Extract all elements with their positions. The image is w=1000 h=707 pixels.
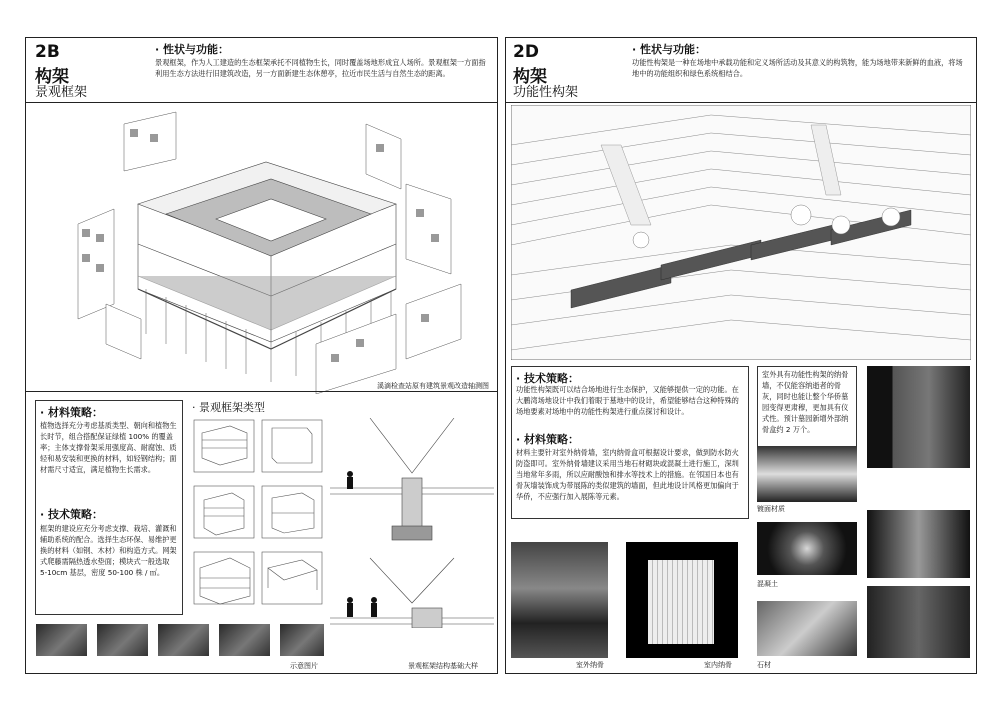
nature-text: 功能性构架是一种在场地中承载功能和定义场所活动及其意义的构筑物，能为场地带来新鲜的血液，将场地中的功能组织和绿色系统相结合。 bbox=[632, 58, 963, 78]
section-code: 2B bbox=[35, 42, 60, 62]
divider bbox=[506, 102, 977, 103]
frame-types-grid bbox=[192, 418, 334, 616]
outdoor-caption: 室外纳骨 bbox=[576, 661, 604, 669]
axon-caption: 溪滴检查站原有建筑景观改造轴测图 bbox=[377, 382, 489, 390]
tech-heading: · 技术策略： bbox=[516, 372, 580, 385]
detail-caption: 景观框架结构基础大样 bbox=[408, 662, 478, 670]
divider bbox=[26, 391, 498, 392]
example-photo bbox=[219, 624, 270, 656]
material-text: 植物选择充分考虑基质类型、朝向和植物生长时节，组合搭配保证绿植 100% 的覆盖率；主体支撑骨架采用强度高、耐腐蚀、质轻和易安装和更换的材料，如轻钢结构；面材需尺寸适宜，满足植物生长需求。 bbox=[40, 421, 177, 474]
concrete-photo bbox=[757, 522, 857, 575]
panel-2d bbox=[505, 37, 977, 674]
metal-caption: 镀面材质 bbox=[757, 505, 785, 513]
stone-photo bbox=[757, 601, 857, 656]
metal-photo bbox=[757, 446, 857, 502]
example-photo bbox=[36, 624, 87, 656]
indoor-caption: 室内纳骨 bbox=[704, 661, 732, 669]
strategy-box bbox=[511, 366, 749, 519]
niche-wall-photo bbox=[867, 586, 970, 658]
stone-caption: 石材 bbox=[757, 661, 771, 669]
material-photo bbox=[867, 366, 970, 468]
example-photo bbox=[97, 624, 148, 656]
nature-heading: · 性状与功能： bbox=[632, 43, 707, 56]
material-heading: · 材料策略： bbox=[40, 406, 104, 419]
tech-heading: · 技术策略： bbox=[40, 508, 104, 521]
outdoor-photo bbox=[511, 542, 608, 658]
section-code: 2D bbox=[513, 42, 539, 62]
example-photo bbox=[158, 624, 209, 656]
section-subtitle: 景观框架 bbox=[35, 85, 88, 100]
divider bbox=[26, 102, 498, 103]
strategy-box bbox=[35, 400, 183, 615]
section-title: 构架 bbox=[513, 67, 547, 87]
example-photo bbox=[280, 624, 324, 656]
perspective-drawing bbox=[511, 105, 971, 360]
side-text: 室外具有功能性构架的纳骨墙，不仅能容纳逝者的骨灰，同时也能让整个华侨墓园变得更肃穆，更加具有仪式性。预计墓园新增外部纳骨盒约 2 万个。 bbox=[762, 370, 849, 434]
axonometric-drawing bbox=[66, 104, 466, 394]
nature-text: 景观框架，作为人工建造的生态框架承托不同植物生长，同时覆盖场地形成宜人场所。景观框架一方面指利用生态方法进行旧建筑改造，另一方面新建生态休憩亭，拉近市民生活与自然生态的距离。 bbox=[155, 58, 486, 78]
indoor-photo bbox=[626, 542, 738, 658]
material-text: 材料主要针对室外纳骨墙，室内纳骨盒可根据设计要求，做到防水防火防盗即可。室外纳骨墙建议采用当地石材砌块或混凝土进行施工，深圳当地常年多雨，所以应耐酸蚀和排水等技术上的措施。在邻国日本也有骨灰墙装饰成为带展陈的类似建筑的墙面，但此地设计风格更加偏向于华侨，不应强行加入展陈等元素。 bbox=[516, 448, 739, 501]
section-subtitle: 功能性构架 bbox=[513, 85, 579, 100]
photos-caption: 示意图片 bbox=[290, 662, 318, 670]
material-heading: · 材料策略： bbox=[516, 433, 580, 446]
types-heading: · 景观框架类型 bbox=[192, 401, 265, 414]
nature-heading: · 性状与功能： bbox=[155, 43, 230, 56]
section-title: 构架 bbox=[35, 67, 69, 87]
panel-2b bbox=[25, 37, 498, 674]
detail-drawing bbox=[330, 418, 494, 628]
tech-text: 功能性构架既可以结合场地进行生态保护，又能够提供一定的功能。在大鹏湾场地设计中我们着眼于墓地中的设计，希望能够结合这种特殊的场地要素对场地中的功能性构架进行重点探讨和设计。 bbox=[516, 385, 739, 416]
tech-text: 框架的建设应充分考虑支撑、栽培、灌溉和辅助系统的配合。选择生态环保、易维护更换的材料（如钢、木材）和构造方式。网架式爬藤需隔热透水垫面；模块式一般选取 5-10cm 基层，密度 50-100 株 / ㎡。 bbox=[40, 524, 177, 577]
concrete-caption: 混凝土 bbox=[757, 580, 778, 588]
corridor-photo bbox=[867, 510, 970, 578]
